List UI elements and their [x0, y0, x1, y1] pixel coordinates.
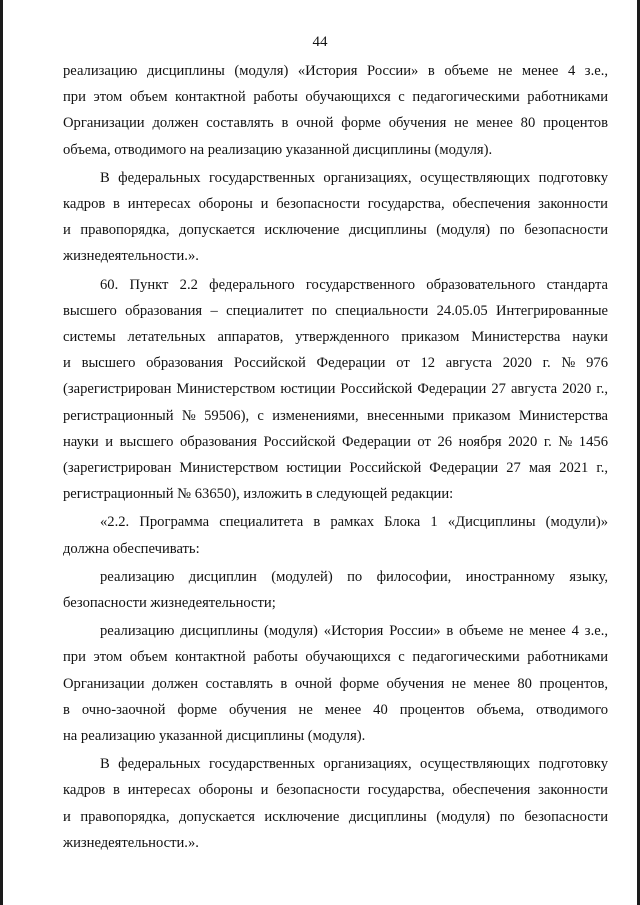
- text-line: В федеральных государственных организациях, осуществляющих подготовку: [100, 756, 608, 773]
- text-line: Организации должен составлять в очной форме обучения не менее 80 процентов,: [63, 675, 608, 692]
- text-line: и высшего образования Российской Федерации от 12 августа 2020 г. № 976: [63, 355, 608, 372]
- text-line: реализацию дисциплины (модуля) «История России» в объеме не менее 4 з.е.,: [63, 63, 608, 79]
- text-line: системы летательных аппаратов, утвержденного приказом Министерства науки: [63, 329, 608, 346]
- text-line: должна обеспечивать:: [63, 540, 200, 557]
- paragraph-p7: [63, 751, 608, 856]
- text-line: и правопорядка, допускается исключение дисциплины (модуля) по безопасности: [63, 808, 608, 825]
- text-line: реализацию дисциплины (модуля) «История России» в объеме не менее 4 з.е.,: [100, 623, 608, 640]
- paragraph-p2: [63, 165, 608, 270]
- text-line: реализацию дисциплин (модулей) по философии, иностранному языку,: [100, 568, 608, 585]
- text-line: при этом объем контактной работы обучающихся с педагогическими работниками: [63, 89, 608, 106]
- text-line: В федеральных государственных организациях, осуществляющих подготовку: [100, 169, 608, 186]
- text-line: и правопорядка, допускается исключение дисциплины (модуля) по безопасности: [63, 222, 608, 239]
- text-line: кадров в интересах обороны и безопасности государства, обеспечения законности: [63, 196, 608, 213]
- text-line: жизнедеятельности.».: [63, 834, 199, 851]
- paragraph-p4: [63, 509, 608, 561]
- text-line: кадров в интересах обороны и безопасности государства, обеспечения законности: [63, 782, 608, 799]
- page-number: 44: [312, 34, 328, 50]
- text-line: при этом объем контактной работы обучающихся с педагогическими работниками: [63, 649, 608, 666]
- text-line: науки и высшего образования Российской Федерации от 26 ноября 2020 г. № 1456: [63, 433, 608, 450]
- document-body: [63, 58, 608, 856]
- text-line: на реализацию указанной дисциплины (модуля).: [63, 728, 366, 745]
- text-line: регистрационный № 59506), с изменениями, внесенными приказом Министерства: [63, 407, 608, 424]
- text-line: объема, отводимого на реализацию указанной дисциплины (модуля).: [63, 141, 493, 158]
- paragraph-p1: [63, 58, 608, 163]
- text-line: безопасности жизнедеятельности;: [63, 595, 276, 612]
- text-line: 60. Пункт 2.2 федерального государственного образовательного стандарта: [100, 276, 608, 293]
- text-line: регистрационный № 63650), изложить в следующей редакции:: [63, 486, 454, 503]
- text-line: в очно-заочной форме обучения не менее 40 процентов объема, отводимого: [63, 701, 608, 718]
- paragraph-p6: [63, 618, 608, 749]
- text-line: жизнедеятельности.».: [63, 248, 199, 265]
- paragraph-p5: [63, 564, 608, 616]
- left-page-edge: [0, 0, 3, 905]
- text-line: «2.2. Программа специалитета в рамках Блока 1 «Дисциплины (модули)»: [100, 514, 608, 531]
- text-line: высшего образования – специалитет по специальности 24.05.05 Интегрированные: [63, 302, 608, 319]
- text-line: (зарегистрирован Министерством юстиции Российской Федерации 27 августа 2020 г.,: [63, 381, 608, 398]
- paragraph-p3: [63, 272, 608, 508]
- text-line: Организации должен составлять в очной форме обучения не менее 80 процентов: [63, 115, 608, 132]
- text-line: (зарегистрирован Министерством юстиции Российской Федерации 27 мая 2021 г.,: [63, 460, 608, 477]
